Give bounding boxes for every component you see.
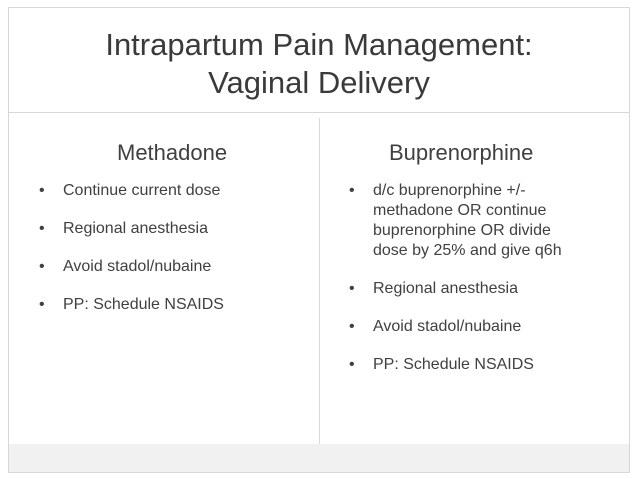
bullet-icon: • <box>39 220 45 237</box>
bullet-item <box>347 317 612 337</box>
bullet-text: Avoid stadol/nubaine <box>63 258 212 275</box>
bullet-text: Regional anesthesia <box>63 220 208 237</box>
bullet-icon: • <box>39 182 45 199</box>
bullet-text: PP: Schedule NSAIDS <box>63 296 224 313</box>
bullet-text: Continue current dose <box>63 182 221 199</box>
bullet-icon: • <box>39 258 45 275</box>
methadone-heading: Methadone <box>117 140 228 165</box>
bullet-text: dose by 25% and give q6h <box>373 242 562 259</box>
buprenorphine-bullet-list <box>347 181 612 393</box>
bullet-icon: • <box>349 356 355 373</box>
slide-title-line-1: Intrapartum Pain Management: <box>105 27 533 62</box>
bullet-text: Avoid stadol/nubaine <box>373 318 522 335</box>
bullet-icon: • <box>349 318 355 335</box>
bullet-text: PP: Schedule NSAIDS <box>373 356 534 373</box>
bullet-icon: • <box>349 182 355 199</box>
slide-title-line-2: Vaginal Delivery <box>208 65 430 100</box>
footer-band <box>9 444 629 472</box>
bullet-item <box>37 219 307 239</box>
bullet-item <box>347 355 612 375</box>
bullet-text: Regional anesthesia <box>373 280 518 297</box>
bullet-item <box>37 181 307 201</box>
bullet-item <box>347 279 612 299</box>
bullet-item <box>347 181 612 261</box>
column-divider <box>319 118 320 444</box>
bullet-icon: • <box>349 280 355 297</box>
bullet-text: d/c buprenorphine +/- <box>373 182 526 199</box>
methadone-bullet-list <box>37 181 307 333</box>
bullet-text: buprenorphine OR divide <box>373 222 551 239</box>
title-divider <box>9 112 629 113</box>
bullet-text: methadone OR continue <box>373 202 547 219</box>
bullet-icon: • <box>39 296 45 313</box>
bullet-item <box>37 257 307 277</box>
bullet-item <box>37 295 307 315</box>
slide-title <box>0 26 638 102</box>
buprenorphine-heading: Buprenorphine <box>389 140 534 165</box>
